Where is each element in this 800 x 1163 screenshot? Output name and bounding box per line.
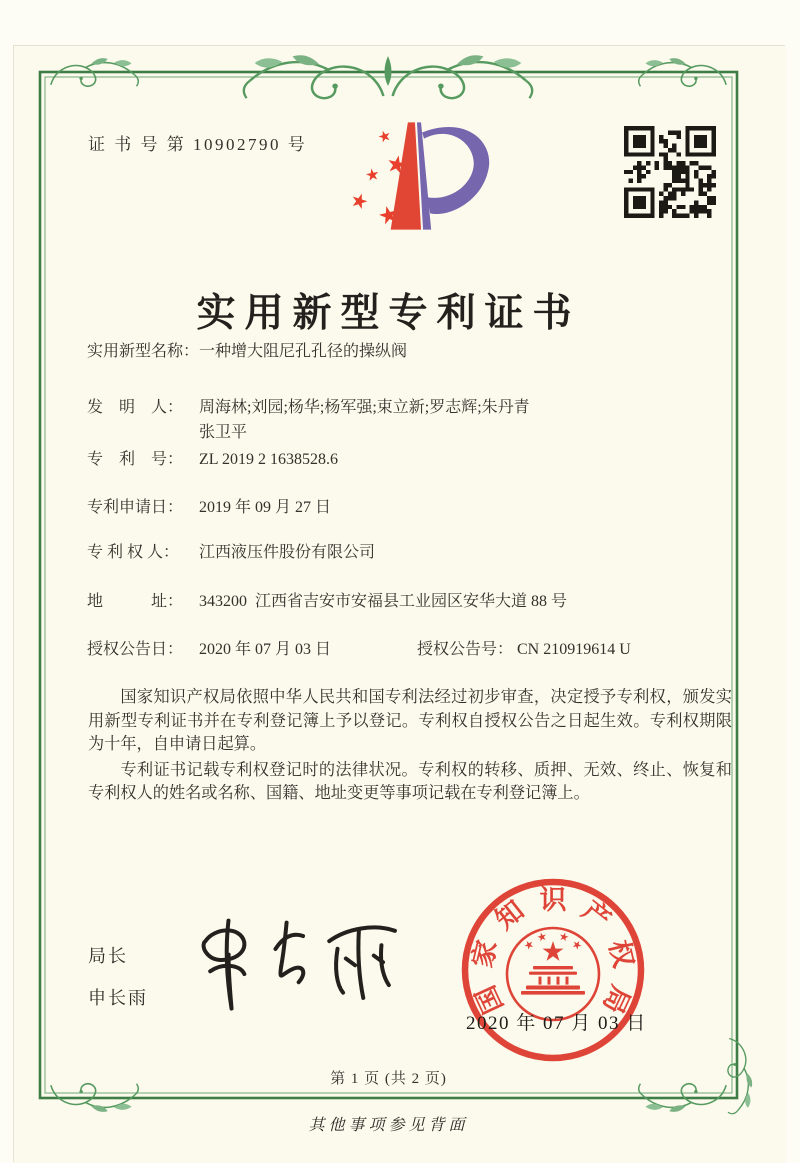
field-value: CN 210919614 U — [517, 641, 631, 658]
field-value: ZL 2019 2 1638528.6 — [199, 451, 338, 468]
field-value: 2019 年 09 月 27 日 — [199, 499, 332, 516]
svg-text:知: 知 — [489, 894, 530, 936]
certificate-number: 证 书 号 第 10902790 号 — [88, 135, 308, 154]
national-emblem-icon — [507, 928, 599, 1020]
legal-paragraph-1: 国家知识产权局依照中华人民共和国专利法经过初步审查，决定授予专利权，颁发实用新型专利证书并在专利登记簿上予以登记。专利权自授权公告之日起生效。专利权期限为十年，自申请日起算。 — [88, 688, 732, 753]
officer-signature — [184, 908, 424, 1018]
certificate-paper — [14, 46, 786, 1163]
svg-text:局: 局 — [597, 981, 636, 1019]
legal-paragraph-2: 专利证书记载专利权登记时的法律状况。专利权的转移、质押、无效、终止、恢复和专利权人的姓名或名称、国籍、地址变更等事项记载在专利登记簿上。 — [88, 760, 732, 802]
svg-text:权: 权 — [603, 937, 639, 971]
officer-title: 局长 — [88, 946, 128, 966]
field-inventors-line2: 张卫平 — [199, 424, 248, 441]
field-address — [87, 590, 730, 614]
field-value: 2020 年 07 月 03 日 — [199, 641, 332, 658]
field-utility-model-name — [87, 340, 730, 364]
field-label: 发 明 人： — [87, 399, 184, 416]
certificate-fields — [87, 340, 730, 662]
officer-name: 申长雨 — [88, 988, 148, 1008]
svg-text:产: 产 — [576, 894, 617, 936]
field-label: 专 利 号： — [87, 451, 184, 468]
field-inventors — [87, 395, 730, 420]
field-value: 一种增大阻尼孔孔径的操纵阀 — [199, 343, 408, 360]
back-side-note: 其他事项参见背面 — [308, 1117, 469, 1134]
field-filing-date — [87, 496, 730, 520]
field-label: 授权公告号： — [417, 641, 514, 658]
svg-text:国: 国 — [470, 981, 509, 1019]
field-grant-row — [87, 638, 730, 662]
field-patentee — [87, 541, 730, 565]
certificate-title: 实用新型专利证书 — [196, 292, 581, 335]
field-value: 343200 江西省吉安市安福县工业园区安华大道 88 号 — [199, 593, 568, 610]
field-label: 授权公告日： — [87, 641, 184, 658]
field-label: 地 址： — [87, 593, 184, 610]
qr-code — [624, 126, 716, 218]
field-label: 专利申请日： — [87, 499, 184, 516]
cnipa-logo-icon — [332, 116, 504, 236]
svg-text:识: 识 — [539, 885, 567, 915]
field-value: 江西液压件股份有限公司 — [199, 544, 376, 561]
field-label: 实用新型名称： — [87, 343, 200, 360]
official-seal — [453, 870, 653, 1070]
field-grant-date — [87, 638, 417, 662]
svg-text:家: 家 — [467, 937, 503, 971]
legal-text — [88, 686, 732, 808]
field-grant-number — [417, 638, 631, 662]
page-number: 第 1 页 (共 2 页) — [330, 1071, 447, 1087]
field-value: 周海林;刘园;杨华;杨军强;束立新;罗志辉;朱丹青 — [199, 399, 530, 416]
field-patent-number — [87, 448, 730, 472]
seal-date: 2020 年 07 月 03 日 — [466, 1013, 647, 1034]
officer-block — [88, 942, 148, 1010]
field-label: 专 利 权 人： — [87, 544, 180, 561]
